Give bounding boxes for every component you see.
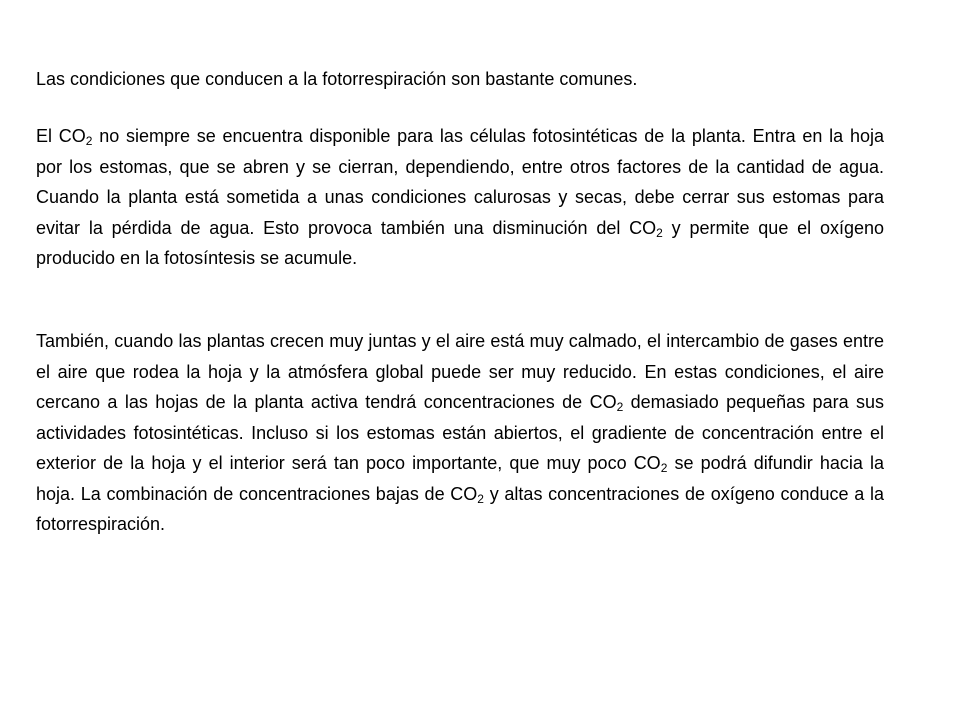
p1-text-2: no siempre se encuentra disponible para las células fotosintéticas de la planta. Entra en la hoja por los estomas, que se abren y se cierran, dependiendo, entre otros factores de la cantidad de agua. Cuando la planta está sometida a unas condiciones calurosas y secas, debe cerrar sus estomas para evitar la pérdida de agua. Esto provoca también una disminución del [36, 126, 884, 238]
co2-formula: $CO_2$ [633, 453, 668, 475]
co2-formula: $CO_2$ [58, 126, 93, 148]
p1-text-3: y permite que el oxígeno producido en la fotosíntesis se acumule. [36, 217, 884, 268]
paragraph-co2-availability [36, 121, 884, 274]
co2-formula: $CO_2$ [629, 217, 663, 240]
paragraph-gas-exchange [36, 326, 884, 540]
p1-text-1: El [36, 126, 59, 146]
p2-text-2: demasiado pequeñas para sus actividades fotosintéticas. Incluso si los estomas están abiertos, el gradiente de concentración entre el exterior de la hoja y el interior será tan poco importante, que muy poco [36, 392, 884, 473]
intro-sentence: Las condiciones que conducen a la fotorrespiración son bastante comunes. [36, 69, 638, 89]
p2-text-3: se podrá difundir hacia la hoja. La combinación de concentraciones bajas de [36, 453, 884, 504]
p2-text-1: También, cuando las plantas crecen muy juntas y el aire está muy calmado, el intercambio de gases entre el aire que rodea la hoja y la atmósfera global puede ser muy reducido. En estas condiciones, el aire cercano a las hojas de la planta activa tendrá concentraciones de [36, 331, 884, 412]
p2-text-4: y altas concentraciones de oxígeno conduce a la fotorrespiración. [36, 483, 884, 534]
co2-formula: $CO_2$ [450, 483, 484, 506]
co2-formula: $CO_2$ [589, 392, 624, 414]
